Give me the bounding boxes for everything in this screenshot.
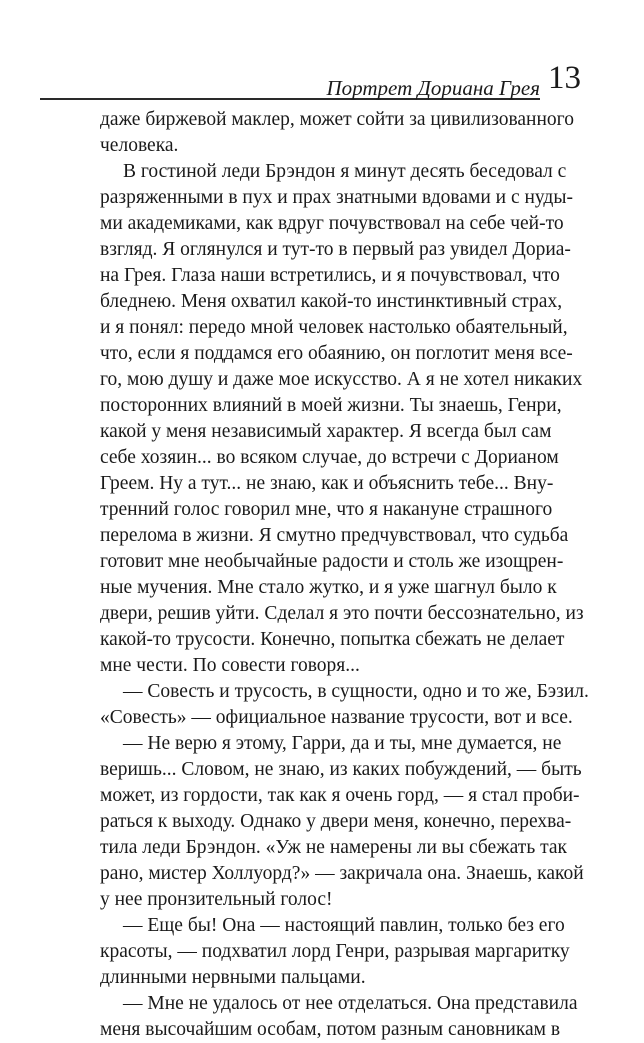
text-line: какой у меня независимый характер. Я всегда был сам: [100, 421, 552, 442]
text-line: и я понял: передо мной человек настолько обаятельный,: [100, 317, 568, 338]
text-line: даже биржевой маклер, может сойти за цивилизованного: [100, 109, 574, 130]
text-line: ми академиками, как вдруг почувствовал на себе чей-то: [100, 213, 564, 234]
text-line: — Еще бы! Она — настоящий павлин, только без его: [123, 915, 565, 936]
text-line: — Не верю я этому, Гарри, да и ты, мне думается, не: [123, 733, 562, 754]
text-line: разряженными в пух и прах знатными вдовами и с нуды-: [100, 187, 573, 208]
text-line: го, мою душу и даже мое искусство. А я не хотел никаких: [100, 369, 583, 390]
text-line: «Совесть» — официальное название трусости, вот и все.: [100, 707, 573, 728]
page-number: 13: [548, 60, 581, 96]
text-line: какой-то трусости. Конечно, попытка сбежать не делает: [100, 629, 565, 650]
text-line: человека.: [100, 135, 179, 156]
text-line: — Мне не удалось от нее отделаться. Она представила: [123, 993, 578, 1014]
text-line: мне чести. По совести говоря...: [100, 655, 360, 676]
text-line: посторонних влияний в моей жизни. Ты знаешь, Генри,: [100, 395, 562, 416]
text-line: красоты, — подхватил лорд Генри, разрывая маргаритку: [100, 941, 570, 962]
text-line: двери, решив уйти. Сделал я это почти бессознательно, из: [100, 603, 584, 624]
text-line: взгляд. Я оглянулся и тут-то в первый раз увидел Дориа-: [100, 239, 571, 260]
running-header: [40, 58, 540, 100]
text-line: веришь... Словом, не знаю, из каких побуждений, — быть: [100, 759, 582, 780]
text-line: ные мучения. Мне стало жутко, и я уже шагнул было к: [100, 577, 557, 598]
text-line: — Совесть и трусость, в сущности, одно и то же, Бэзил.: [123, 681, 589, 702]
text-line: что, если я поддамся его обаянию, он поглотит меня все-: [100, 343, 573, 364]
text-line: В гостиной леди Брэндон я минут десять беседовал с: [123, 161, 567, 182]
text-line: у нее пронзительный голос!: [100, 889, 333, 910]
text-line: Греем. Ну а тут... не знаю, как и объяснить тебе... Вну-: [100, 473, 554, 494]
running-title: Портрет Дориана Грея: [326, 76, 540, 100]
text-line: себе хозяин... во всяком случае, до встречи с Дорианом: [100, 447, 559, 468]
text-line: готовит мне необычайные радости и столь же изощрен-: [100, 551, 564, 572]
text-line: рано, мистер Холлуорд?» — закричала она. Знаешь, какой: [100, 863, 584, 884]
text-line: тила леди Брэндон. «Уж не намерены ли вы сбежать так: [100, 837, 567, 858]
body-text: [100, 107, 589, 1043]
text-line: перелома в жизни. Я смутно предчувствовал, что судьба: [100, 525, 569, 546]
text-line: тренний голос говорил мне, что я накануне страшного: [100, 499, 553, 520]
text-line: на Грея. Глаза наши встретились, и я почувствовал, что: [100, 265, 560, 286]
text-line: может, из гордости, так как я очень горд, — я стал проби-: [100, 785, 580, 806]
text-line: бледнею. Меня охватил какой-то инстинктивный страх,: [100, 291, 563, 312]
text-line: меня высочайшим особам, потом разным сановникам в: [100, 1019, 561, 1040]
text-line: раться к выходу. Однако у двери меня, конечно, перехва-: [100, 811, 572, 832]
text-line: длинными нервными пальцами.: [100, 967, 366, 988]
